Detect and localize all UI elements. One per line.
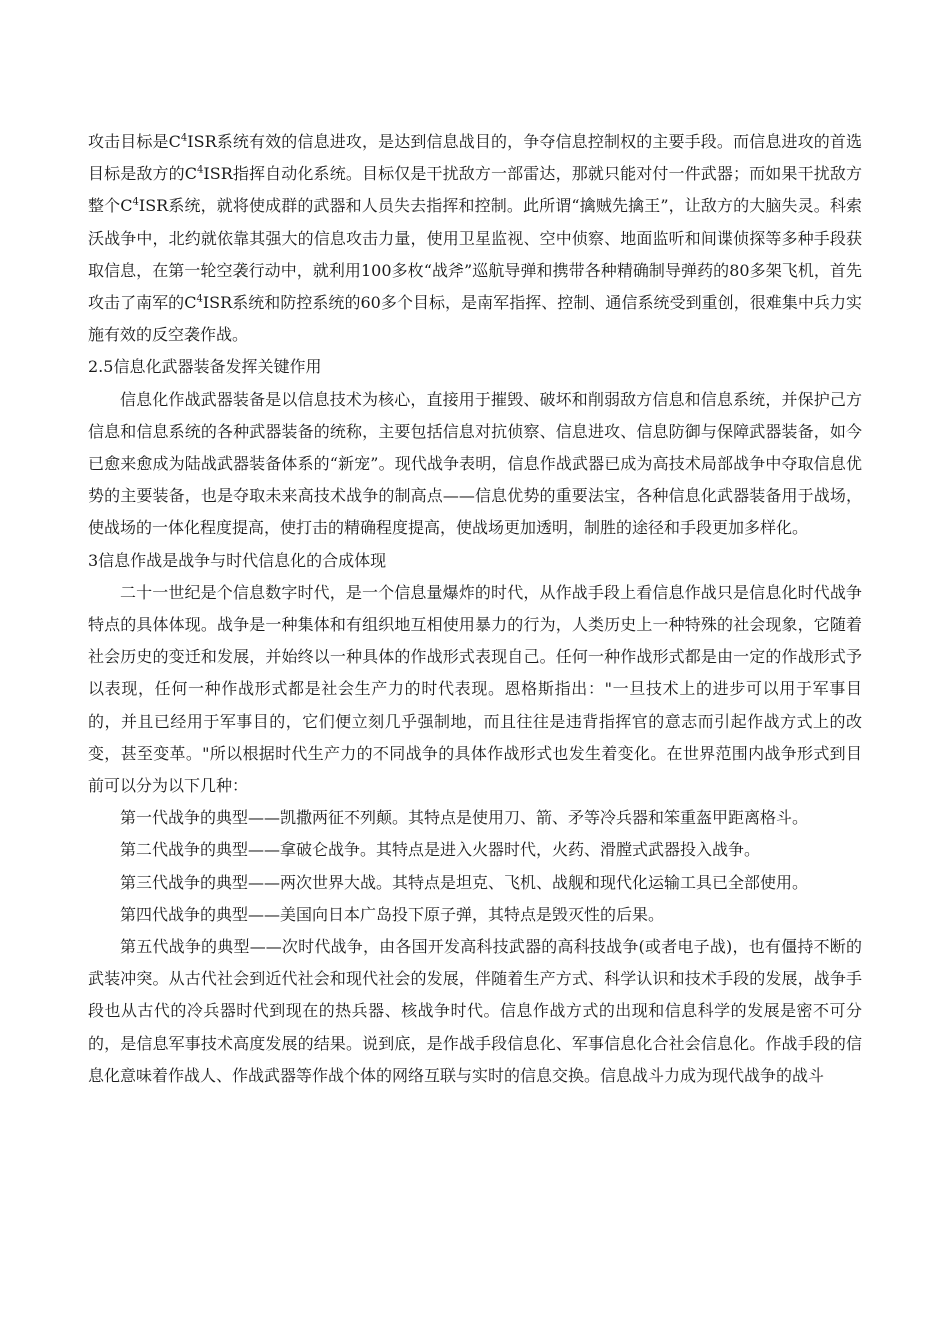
war-generation-item: 第二代战争的典型——拿破仑战争。其特点是进入火器时代，火药、滑膛式武器投入战争。 xyxy=(120,840,761,860)
intro-text-part: ISR系统有效的信息进攻，是达到信息战目的，争夺信息控制权的主要手段。而信息进攻的首选目标是敌方的C xyxy=(88,132,862,184)
section-2-5-heading: 2.5信息化武器装备发挥关键作用 xyxy=(88,357,322,377)
war-generation-item: 第三代战争的典型——两次世界大战。其特点是坦克、飞机、战舰和现代化运输工具已全部使用。 xyxy=(120,872,809,892)
war-generation-item: 第五代战争的典型——次时代战争，由各国开发高科技武器的高科技战争(或者电子战)，也有僵持不断的武装冲突。从古代社会到近代社会和现代社会的发展，伴随着生产方式、科学认识和技术手段的发展，战争手段也从古代的冷兵器时代到现在的热兵器、核战争时代。信息作战方式的出现和信息科学的发展是密不可分的，是信息军事技术高度发展的结果。说到底，是作战手段信息化、军事信息化合社会信息化。作战手段的信息化意味着作战人、作战武器等作战个体的网络互联与实时的信息交换。信息战斗力成为现代战争的战斗 xyxy=(88,937,862,1085)
intro-paragraph xyxy=(88,126,862,351)
intro-text-part: ISR系统，就将使成群的武器和人员失去指挥和控制。此所谓“擒贼先擒王”，让敌方的大脑失灵。科索沃战争中，北约就依靠其强大的信息攻击力量，使用卫星监视、空中侦察、地面监听和间谍侦探等多种手段获取信息，在第一轮空袭行动中，就利用100多枚“战斧”巡航导弹和携带各种精确制导弹药的80多架飞机，首先攻击了南军的C xyxy=(88,196,862,313)
section-3-paragraph: 二十一世纪是个信息数字时代，是一个信息量爆炸的时代，从作战手段上看信息作战只是信息化时代战争特点的具体体现。战争是一种集体和有组织地互相使用暴力的行为，人类历史上一种特殊的社会现象，它随着社会历史的变迁和发展，并始终以一种具体的作战形式表现自己。任何一种作战形式都是由一定的作战形式予以表现，任何一种作战形式都是社会生产力的时代表现。恩格斯指出："一旦技术上的进步可以用于军事目的，并且已经用于军事目的，它们便立刻几乎强制地，而且往往是违背指挥官的意志而引起作战方式上的改变，甚至变革。"所以根据时代生产力的不同战争的具体作战形式也发生着变化。在世界范围内战争形式到目前可以分为以下几种： xyxy=(88,582,862,796)
superscript-4: 4 xyxy=(196,293,203,305)
section-2-5-paragraph: 信息化作战武器装备是以信息技术为核心，直接用于摧毁、破坏和削弱敌方信息和信息系统，并保护己方信息和信息系统的各种武器装备的统称，主要包括信息对抗侦察、信息进攻、信息防御与保障武器装备，如今已愈来愈成为陆战武器装备体系的“新宠”。现代战争表明，信息作战武器已成为高技术局部战争中夺取信息优势的主要装备，也是夺取未来高技术战争的制高点——信息优势的重要法宝，各种信息化武器装备用于战场，使战场的一体化程度提高，使打击的精确程度提高，使战场更加透明，制胜的途径和手段更加多样化。 xyxy=(88,389,862,538)
intro-text-part: ISR指挥自动化系统。目标仅是干扰敌方一部雷达，那就只能对付一件武器；而如果干扰敌方整个C xyxy=(88,164,862,216)
section-3-heading: 3信息作战是战争与时代信息化的合成体现 xyxy=(88,550,387,570)
war-generation-item: 第四代战争的典型——美国向日本广岛投下原子弹，其特点是毁灭性的后果。 xyxy=(120,904,665,924)
intro-text-part: 攻击目标是C xyxy=(88,132,181,151)
superscript-4: 4 xyxy=(132,197,139,209)
intro-text-part: ISR系统和防控系统的60多个目标，是南军指挥、控制、通信系统受到重创，很难集中兵力实施有效的反空袭作战。 xyxy=(88,293,862,345)
war-generation-item: 第一代战争的典型——凯撒两征不列颠。其特点是使用刀、箭、矛等冷兵器和笨重盔甲距离格斗。 xyxy=(120,808,809,828)
superscript-4: 4 xyxy=(180,132,188,144)
superscript-4: 4 xyxy=(197,164,204,176)
